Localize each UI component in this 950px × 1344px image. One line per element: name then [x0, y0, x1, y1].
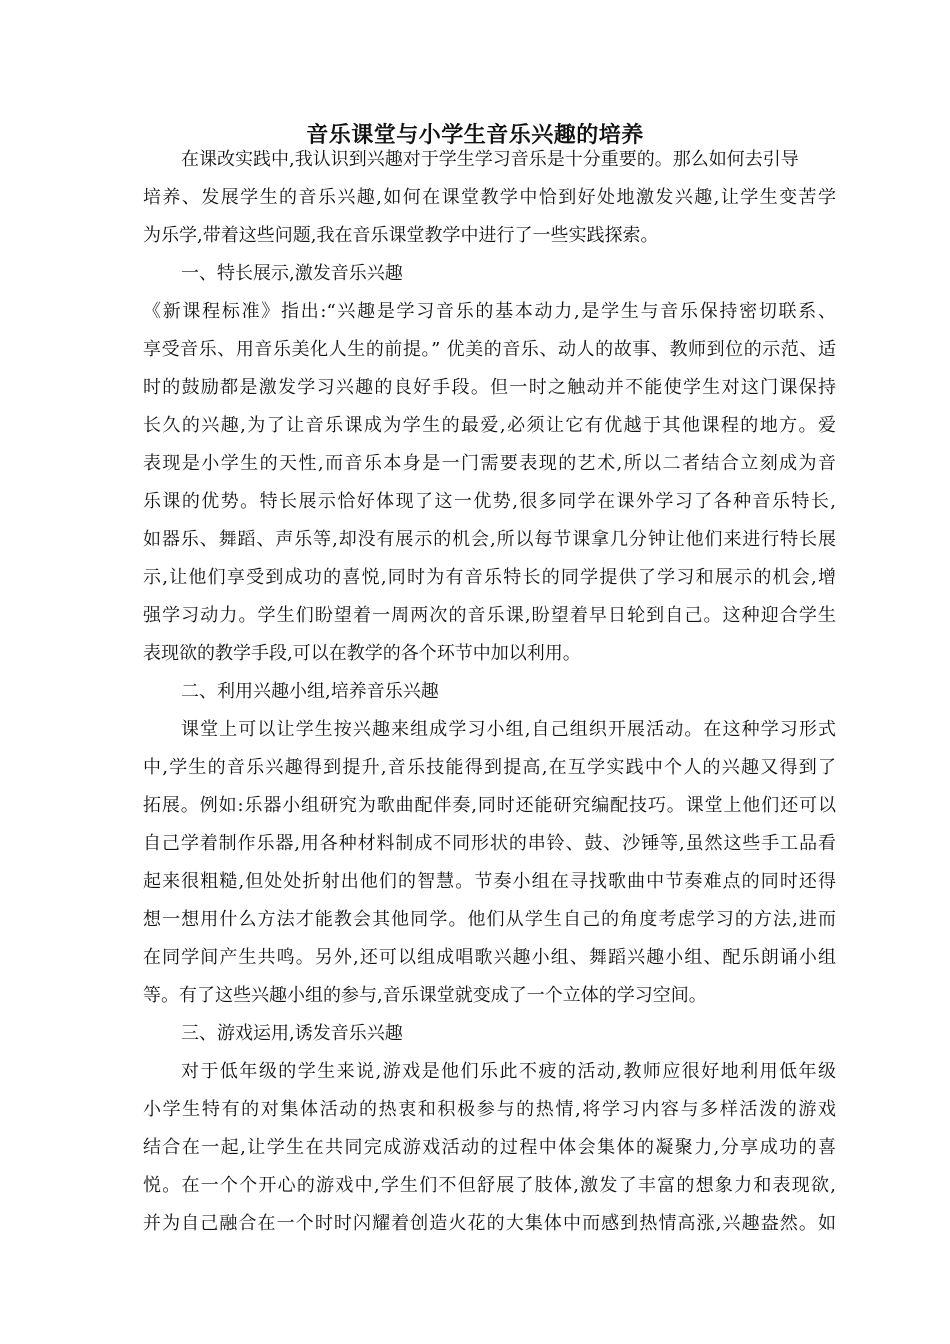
document-title: 音乐课堂与小学生音乐兴趣的培养: [306, 122, 644, 148]
paragraph-line: 培养、发展学生的音乐兴趣,如何在课堂教学中恰到好处地激发兴趣,让学生变苦学: [143, 187, 836, 208]
paragraph-line: 并为自己融合在一个时时闪耀着创造火花的大集体中而感到热情高涨,兴趣盎然。如: [143, 1213, 836, 1234]
paragraph-line: 对于低年级的学生来说,游戏是他们乐此不疲的活动,教师应很好地利用低年级: [181, 1061, 836, 1082]
paragraph-line: 起来很粗糙,但处处折射出他们的智慧。节奏小组在寻找歌曲中节奏难点的同时还得: [143, 871, 836, 892]
paragraph-line: 拓展。例如:乐器小组研究为歌曲配伴奏,同时还能研究编配技巧。课堂上他们还可以: [143, 795, 836, 816]
paragraph-line: 等。有了这些兴趣小组的参与,音乐课堂就变成了一个立体的学习空间。: [143, 985, 707, 1006]
paragraph-line: 时的鼓励都是激发学习兴趣的良好手段。但一时之触动并不能使学生对这门课保持: [143, 377, 836, 398]
paragraph-line: 示,让他们享受到成功的喜悦,同时为有音乐特长的同学提供了学习和展示的机会,增: [143, 567, 836, 588]
paragraph-line: 在同学间产生共鸣。另外,还可以组成唱歌兴趣小组、舞蹈兴趣小组、配乐朗诵小组: [143, 947, 836, 968]
paragraph-line: 自己学着制作乐器,用各种材料制成不同形状的串铃、鼓、沙锤等,虽然这些手工品看: [143, 833, 836, 854]
paragraph-line: 在课改实践中,我认识到兴趣对于学生学习音乐是十分重要的。那么如何去引导: [181, 149, 799, 170]
paragraph-line: 小学生特有的对集体活动的热衷和积极参与的热情,将学习内容与多样活泼的游戏: [143, 1099, 836, 1120]
paragraph-line: 结合在一起,让学生在共同完成游戏活动的过程中体会集体的凝聚力,分享成功的喜: [143, 1137, 836, 1158]
paragraph-line: 《新课程标准》指出:“兴趣是学习音乐的基本动力,是学生与音乐保持密切联系、: [143, 301, 836, 322]
paragraph-line: 表现欲的教学手段,可以在教学的各个环节中加以利用。: [143, 643, 581, 664]
paragraph-line: 课堂上可以让学生按兴趣来组成学习小组,自己组织开展活动。在这种学习形式: [181, 719, 836, 740]
section-heading: 三、游戏运用,诱发音乐兴趣: [181, 1023, 403, 1044]
paragraph-line: 长久的兴趣,为了让音乐课成为学生的最爱,必须让它有优越于其他课程的地方。爱: [143, 415, 836, 436]
paragraph-line: 为乐学,带着这些问题,我在音乐课堂教学中进行了一些实践探索。: [143, 225, 659, 246]
section-heading: 一、特长展示,激发音乐兴趣: [181, 263, 403, 284]
paragraph-line: 如器乐、舞蹈、声乐等,却没有展示的机会,所以每节课拿几分钟让他们来进行特长展: [143, 529, 836, 550]
paragraph-line: 强学习动力。学生们盼望着一周两次的音乐课,盼望着早日轮到自己。这种迎合学生: [143, 605, 836, 626]
paragraph-line: 表现是小学生的天性,而音乐本身是一门需要表现的艺术,所以二者结合立刻成为音: [143, 453, 836, 474]
paragraph-line: 悦。在一个个开心的游戏中,学生们不但舒展了肢体,激发了丰富的想象力和表现欲,: [143, 1175, 836, 1196]
paragraph-line: 想一想用什么方法才能教会其他同学。他们从学生自己的角度考虑学习的方法,进而: [143, 909, 836, 930]
paragraph-line: 享受音乐、用音乐美化人生的前提。” 优美的音乐、动人的故事、教师到位的示范、适: [143, 339, 836, 360]
section-heading: 二、利用兴趣小组,培养音乐兴趣: [181, 681, 439, 702]
paragraph-line: 中,学生的音乐兴趣得到提升,音乐技能得到提高,在互学实践中个人的兴趣又得到了: [143, 757, 836, 778]
paragraph-line: 乐课的优势。特长展示恰好体现了这一优势,很多同学在课外学习了各种音乐特长,: [143, 491, 836, 512]
